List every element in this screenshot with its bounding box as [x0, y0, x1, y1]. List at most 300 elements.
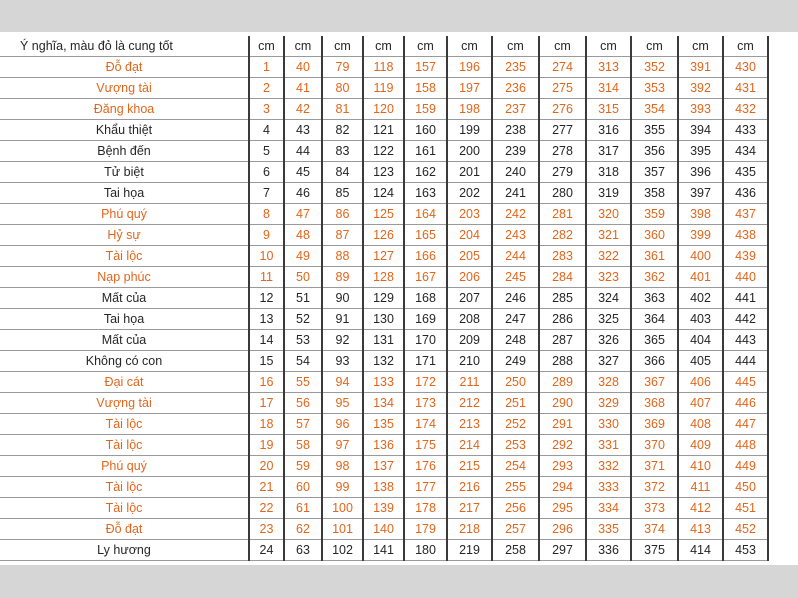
measurement-cell: 369: [631, 414, 678, 435]
measurement-cell: 439: [723, 246, 768, 267]
measurement-cell: 354: [631, 99, 678, 120]
table-row: [0, 57, 768, 78]
measurement-cell: 399: [678, 225, 723, 246]
measurement-cell: 132: [363, 351, 404, 372]
measurement-cell: 247: [492, 309, 539, 330]
measurement-cell: 208: [447, 309, 492, 330]
measurement-cell: 209: [447, 330, 492, 351]
measurement-cell: 235: [492, 57, 539, 78]
table-row: [0, 267, 768, 288]
measurement-cell: 245: [492, 267, 539, 288]
measurement-cell: 59: [284, 456, 322, 477]
measurement-cell: 331: [586, 435, 631, 456]
measurement-cell: 405: [678, 351, 723, 372]
measurement-cell: 119: [363, 78, 404, 99]
measurement-cell: 63: [284, 540, 322, 561]
measurement-cell: 238: [492, 120, 539, 141]
measurement-cell: 85: [322, 183, 363, 204]
measurement-cell: 131: [363, 330, 404, 351]
measurement-cell: 362: [631, 267, 678, 288]
measurement-cell: 6: [249, 162, 284, 183]
measurement-cell: 96: [322, 414, 363, 435]
measurement-cell: 213: [447, 414, 492, 435]
measurement-cell: 411: [678, 477, 723, 498]
measurement-cell: 133: [363, 372, 404, 393]
measurement-cell: 57: [284, 414, 322, 435]
table-row: [0, 456, 768, 477]
measurement-cell: 335: [586, 519, 631, 540]
measurement-cell: 414: [678, 540, 723, 561]
measurement-cell: 443: [723, 330, 768, 351]
meaning-label: Đỗ đạt: [0, 57, 249, 78]
measurement-cell: 248: [492, 330, 539, 351]
measurement-cell: 396: [678, 162, 723, 183]
measurement-cell: 141: [363, 540, 404, 561]
measurement-cell: 392: [678, 78, 723, 99]
measurement-cell: 79: [322, 57, 363, 78]
measurement-cell: 130: [363, 309, 404, 330]
measurement-cell: 140: [363, 519, 404, 540]
measurement-cell: 391: [678, 57, 723, 78]
measurement-cell: 165: [404, 225, 447, 246]
measurement-cell: 360: [631, 225, 678, 246]
measurement-cell: 91: [322, 309, 363, 330]
unit-header-cell: cm: [249, 36, 284, 57]
measurement-cell: 61: [284, 498, 322, 519]
table-row: [0, 372, 768, 393]
measurement-cell: 437: [723, 204, 768, 225]
measurement-cell: 7: [249, 183, 284, 204]
measurement-cell: 436: [723, 183, 768, 204]
measurement-cell: 435: [723, 162, 768, 183]
measurement-cell: 430: [723, 57, 768, 78]
unit-header-cell: cm: [322, 36, 363, 57]
measurement-cell: 52: [284, 309, 322, 330]
measurement-cell: 254: [492, 456, 539, 477]
measurement-cell: 397: [678, 183, 723, 204]
meaning-label: Nạp phúc: [0, 267, 249, 288]
measurement-cell: 218: [447, 519, 492, 540]
measurement-cell: 282: [539, 225, 586, 246]
measurement-cell: 212: [447, 393, 492, 414]
measurement-cell: 48: [284, 225, 322, 246]
measurement-cell: 374: [631, 519, 678, 540]
unit-header-cell: cm: [678, 36, 723, 57]
measurement-cell: 334: [586, 498, 631, 519]
measurement-cell: 158: [404, 78, 447, 99]
measurement-cell: 203: [447, 204, 492, 225]
measurement-cell: 81: [322, 99, 363, 120]
measurement-cell: 176: [404, 456, 447, 477]
measurement-cell: 40: [284, 57, 322, 78]
measurement-cell: 22: [249, 498, 284, 519]
measurement-cell: 395: [678, 141, 723, 162]
measurement-cell: 284: [539, 267, 586, 288]
measurement-cell: 316: [586, 120, 631, 141]
measurement-cell: 206: [447, 267, 492, 288]
meaning-label: Tài lộc: [0, 414, 249, 435]
measurement-cell: 236: [492, 78, 539, 99]
measurement-cell: 275: [539, 78, 586, 99]
measurement-cell: 216: [447, 477, 492, 498]
meaning-label: Mất của: [0, 288, 249, 309]
measurement-cell: 199: [447, 120, 492, 141]
measurement-cell: 402: [678, 288, 723, 309]
measurement-cell: 239: [492, 141, 539, 162]
measurement-cell: 55: [284, 372, 322, 393]
measurement-cell: 322: [586, 246, 631, 267]
measurement-cell: 1: [249, 57, 284, 78]
measurement-cell: 44: [284, 141, 322, 162]
measurement-cell: 370: [631, 435, 678, 456]
table-row: [0, 540, 768, 561]
measurement-cell: 293: [539, 456, 586, 477]
header-row: [0, 36, 768, 57]
table-row: [0, 477, 768, 498]
measurement-cell: 62: [284, 519, 322, 540]
measurement-cell: 99: [322, 477, 363, 498]
measurement-cell: 287: [539, 330, 586, 351]
measurement-cell: 4: [249, 120, 284, 141]
meaning-label: Phú quý: [0, 204, 249, 225]
measurement-cell: 442: [723, 309, 768, 330]
measurement-cell: 3: [249, 99, 284, 120]
measurement-cell: 180: [404, 540, 447, 561]
measurement-cell: 257: [492, 519, 539, 540]
measurement-cell: 313: [586, 57, 631, 78]
measurement-cell: 401: [678, 267, 723, 288]
measurement-cell: 357: [631, 162, 678, 183]
measurement-cell: 327: [586, 351, 631, 372]
measurement-cell: 128: [363, 267, 404, 288]
measurement-cell: 51: [284, 288, 322, 309]
table-body: [0, 36, 768, 561]
measurement-cell: 365: [631, 330, 678, 351]
measurement-cell: 18: [249, 414, 284, 435]
meaning-label: Tai họa: [0, 183, 249, 204]
measurement-cell: 448: [723, 435, 768, 456]
measurement-cell: 205: [447, 246, 492, 267]
measurement-cell: 285: [539, 288, 586, 309]
measurement-cell: 127: [363, 246, 404, 267]
table-row: [0, 120, 768, 141]
measurement-cell: 398: [678, 204, 723, 225]
measurement-cell: 372: [631, 477, 678, 498]
measurement-cell: 58: [284, 435, 322, 456]
measurement-cell: 241: [492, 183, 539, 204]
measurement-cell: 246: [492, 288, 539, 309]
measurement-cell: 125: [363, 204, 404, 225]
measurement-table: [0, 36, 769, 561]
measurement-cell: 162: [404, 162, 447, 183]
measurement-cell: 325: [586, 309, 631, 330]
measurement-cell: 295: [539, 498, 586, 519]
measurement-cell: 90: [322, 288, 363, 309]
measurement-cell: 17: [249, 393, 284, 414]
measurement-cell: 207: [447, 288, 492, 309]
measurement-cell: 314: [586, 78, 631, 99]
measurement-cell: 84: [322, 162, 363, 183]
measurement-cell: 283: [539, 246, 586, 267]
measurement-cell: 54: [284, 351, 322, 372]
measurement-cell: 171: [404, 351, 447, 372]
measurement-cell: 332: [586, 456, 631, 477]
measurement-cell: 250: [492, 372, 539, 393]
measurement-cell: 445: [723, 372, 768, 393]
header-label-cell: Ý nghĩa, màu đỏ là cung tốt: [0, 36, 249, 57]
measurement-cell: 373: [631, 498, 678, 519]
measurement-cell: 168: [404, 288, 447, 309]
unit-header-cell: cm: [284, 36, 322, 57]
measurement-cell: 363: [631, 288, 678, 309]
measurement-cell: 214: [447, 435, 492, 456]
measurement-cell: 137: [363, 456, 404, 477]
measurement-cell: 403: [678, 309, 723, 330]
measurement-cell: 278: [539, 141, 586, 162]
table-row: [0, 288, 768, 309]
measurement-cell: 279: [539, 162, 586, 183]
measurement-cell: 393: [678, 99, 723, 120]
measurement-cell: 315: [586, 99, 631, 120]
measurement-cell: 88: [322, 246, 363, 267]
measurement-cell: 243: [492, 225, 539, 246]
measurement-cell: 56: [284, 393, 322, 414]
measurement-cell: 163: [404, 183, 447, 204]
measurement-cell: 157: [404, 57, 447, 78]
table-row: [0, 162, 768, 183]
measurement-cell: 219: [447, 540, 492, 561]
measurement-cell: 14: [249, 330, 284, 351]
measurement-cell: 444: [723, 351, 768, 372]
table-row: [0, 183, 768, 204]
measurement-cell: 201: [447, 162, 492, 183]
measurement-cell: 118: [363, 57, 404, 78]
meaning-label: Không có con: [0, 351, 249, 372]
measurement-cell: 251: [492, 393, 539, 414]
measurement-cell: 252: [492, 414, 539, 435]
measurement-cell: 371: [631, 456, 678, 477]
measurement-cell: 240: [492, 162, 539, 183]
measurement-cell: 353: [631, 78, 678, 99]
measurement-cell: 286: [539, 309, 586, 330]
table-row: [0, 246, 768, 267]
measurement-cell: 449: [723, 456, 768, 477]
measurement-cell: 173: [404, 393, 447, 414]
measurement-cell: 375: [631, 540, 678, 561]
meaning-label: Hỷ sự: [0, 225, 249, 246]
measurement-cell: 167: [404, 267, 447, 288]
measurement-cell: 20: [249, 456, 284, 477]
table-frame: [0, 32, 798, 565]
meaning-label: Tài lộc: [0, 246, 249, 267]
measurement-cell: 23: [249, 519, 284, 540]
measurement-cell: 139: [363, 498, 404, 519]
measurement-cell: 13: [249, 309, 284, 330]
measurement-cell: 202: [447, 183, 492, 204]
measurement-cell: 93: [322, 351, 363, 372]
measurement-cell: 318: [586, 162, 631, 183]
measurement-cell: 138: [363, 477, 404, 498]
measurement-cell: 169: [404, 309, 447, 330]
table-row: [0, 78, 768, 99]
measurement-cell: 135: [363, 414, 404, 435]
measurement-cell: 276: [539, 99, 586, 120]
measurement-cell: 53: [284, 330, 322, 351]
measurement-cell: 8: [249, 204, 284, 225]
measurement-cell: 11: [249, 267, 284, 288]
measurement-cell: 406: [678, 372, 723, 393]
measurement-cell: 217: [447, 498, 492, 519]
measurement-cell: 255: [492, 477, 539, 498]
table-row: [0, 204, 768, 225]
measurement-cell: 367: [631, 372, 678, 393]
measurement-cell: 431: [723, 78, 768, 99]
meaning-label: Tài lộc: [0, 435, 249, 456]
measurement-cell: 361: [631, 246, 678, 267]
meaning-label: Đỗ đạt: [0, 519, 249, 540]
measurement-cell: 89: [322, 267, 363, 288]
measurement-cell: 15: [249, 351, 284, 372]
measurement-cell: 159: [404, 99, 447, 120]
measurement-cell: 446: [723, 393, 768, 414]
measurement-cell: 323: [586, 267, 631, 288]
measurement-cell: 433: [723, 120, 768, 141]
measurement-cell: 281: [539, 204, 586, 225]
measurement-cell: 136: [363, 435, 404, 456]
measurement-cell: 83: [322, 141, 363, 162]
meaning-label: Bệnh đến: [0, 141, 249, 162]
measurement-cell: 175: [404, 435, 447, 456]
measurement-cell: 42: [284, 99, 322, 120]
measurement-cell: 450: [723, 477, 768, 498]
table-row: [0, 435, 768, 456]
measurement-cell: 249: [492, 351, 539, 372]
measurement-cell: 321: [586, 225, 631, 246]
unit-header-cell: cm: [492, 36, 539, 57]
measurement-cell: 451: [723, 498, 768, 519]
measurement-cell: 289: [539, 372, 586, 393]
measurement-cell: 45: [284, 162, 322, 183]
meaning-label: Đăng khoa: [0, 99, 249, 120]
meaning-label: Mất của: [0, 330, 249, 351]
measurement-cell: 408: [678, 414, 723, 435]
measurement-cell: 134: [363, 393, 404, 414]
measurement-cell: 5: [249, 141, 284, 162]
measurement-cell: 10: [249, 246, 284, 267]
measurement-cell: 404: [678, 330, 723, 351]
measurement-cell: 198: [447, 99, 492, 120]
table-row: [0, 225, 768, 246]
table-row: [0, 309, 768, 330]
table-row: [0, 141, 768, 162]
measurement-cell: 9: [249, 225, 284, 246]
measurement-cell: 19: [249, 435, 284, 456]
measurement-cell: 172: [404, 372, 447, 393]
measurement-cell: 21: [249, 477, 284, 498]
measurement-cell: 329: [586, 393, 631, 414]
measurement-cell: 177: [404, 477, 447, 498]
measurement-cell: 204: [447, 225, 492, 246]
meaning-label: Ly hương: [0, 540, 249, 561]
measurement-cell: 178: [404, 498, 447, 519]
measurement-cell: 291: [539, 414, 586, 435]
measurement-cell: 333: [586, 477, 631, 498]
measurement-cell: 24: [249, 540, 284, 561]
measurement-cell: 98: [322, 456, 363, 477]
measurement-cell: 274: [539, 57, 586, 78]
measurement-cell: 2: [249, 78, 284, 99]
measurement-cell: 407: [678, 393, 723, 414]
measurement-cell: 352: [631, 57, 678, 78]
measurement-cell: 326: [586, 330, 631, 351]
measurement-cell: 244: [492, 246, 539, 267]
measurement-cell: 432: [723, 99, 768, 120]
measurement-cell: 50: [284, 267, 322, 288]
unit-header-cell: cm: [539, 36, 586, 57]
meaning-label: Tài lộc: [0, 477, 249, 498]
unit-header-cell: cm: [631, 36, 678, 57]
measurement-cell: 412: [678, 498, 723, 519]
measurement-cell: 215: [447, 456, 492, 477]
measurement-cell: 447: [723, 414, 768, 435]
measurement-cell: 16: [249, 372, 284, 393]
measurement-cell: 324: [586, 288, 631, 309]
meaning-label: Tài lộc: [0, 498, 249, 519]
measurement-cell: 95: [322, 393, 363, 414]
measurement-cell: 80: [322, 78, 363, 99]
meaning-label: Tử biệt: [0, 162, 249, 183]
meaning-label: Đại cát: [0, 372, 249, 393]
measurement-cell: 441: [723, 288, 768, 309]
measurement-cell: 47: [284, 204, 322, 225]
meaning-label: Vượng tài: [0, 78, 249, 99]
measurement-cell: 100: [322, 498, 363, 519]
measurement-cell: 292: [539, 435, 586, 456]
measurement-cell: 358: [631, 183, 678, 204]
table-row: [0, 393, 768, 414]
measurement-cell: 129: [363, 288, 404, 309]
measurement-cell: 453: [723, 540, 768, 561]
measurement-cell: 438: [723, 225, 768, 246]
measurement-cell: 366: [631, 351, 678, 372]
measurement-cell: 92: [322, 330, 363, 351]
measurement-cell: 328: [586, 372, 631, 393]
measurement-cell: 179: [404, 519, 447, 540]
meaning-label: Phú quý: [0, 456, 249, 477]
measurement-cell: 197: [447, 78, 492, 99]
measurement-cell: 319: [586, 183, 631, 204]
table-row: [0, 330, 768, 351]
measurement-cell: 434: [723, 141, 768, 162]
measurement-cell: 211: [447, 372, 492, 393]
measurement-cell: 320: [586, 204, 631, 225]
measurement-cell: 94: [322, 372, 363, 393]
measurement-cell: 166: [404, 246, 447, 267]
measurement-cell: 256: [492, 498, 539, 519]
measurement-cell: 164: [404, 204, 447, 225]
measurement-cell: 413: [678, 519, 723, 540]
measurement-cell: 196: [447, 57, 492, 78]
measurement-cell: 290: [539, 393, 586, 414]
table-row: [0, 351, 768, 372]
unit-header-cell: cm: [404, 36, 447, 57]
measurement-cell: 82: [322, 120, 363, 141]
measurement-cell: 87: [322, 225, 363, 246]
table-row: [0, 414, 768, 435]
measurement-cell: 97: [322, 435, 363, 456]
measurement-cell: 12: [249, 288, 284, 309]
measurement-cell: 336: [586, 540, 631, 561]
